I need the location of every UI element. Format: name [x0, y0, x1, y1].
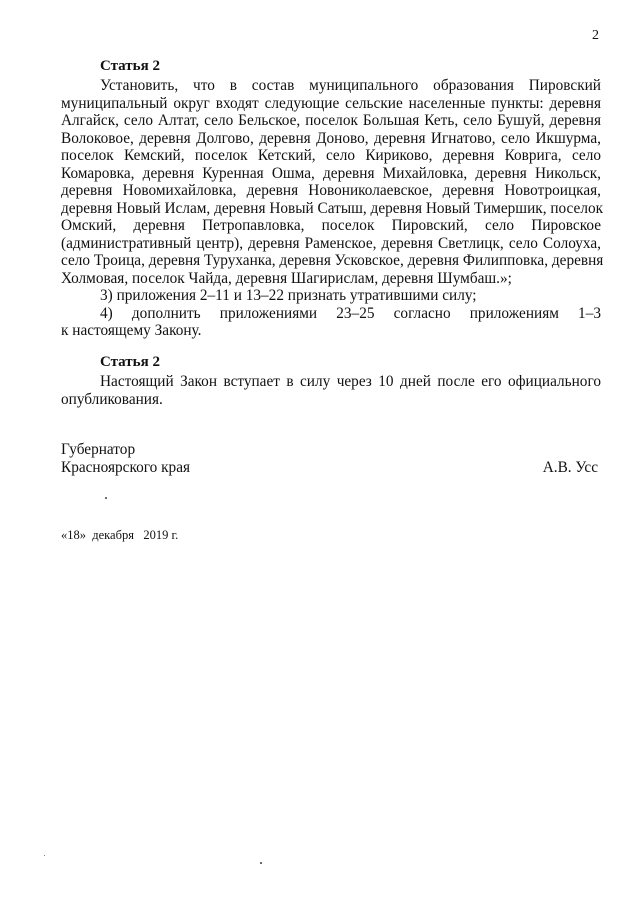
- list-item-3: 3) приложения 2–11 и 13–22 признать утратившими силу;: [100, 287, 477, 304]
- signature-title-line1: Губернатор: [61, 441, 136, 458]
- paragraph-line: Алгайск, село Алтат, село Бельское, поселок Большая Кеть, село Бушуй, деревня: [61, 112, 601, 129]
- page-number: 2: [592, 28, 599, 43]
- paragraph-line: опубликования.: [61, 390, 163, 408]
- paragraph-line: Комаровка, деревня Куренная Ошма, деревня Михайловка, деревня Никольск,: [61, 164, 601, 182]
- paragraph-line: Установить, что в состав муниципального образования Пировский: [100, 77, 601, 94]
- paragraph-line: деревня Новый Ислам, деревня Новый Сатыш, деревня Новый Тимершик, поселок: [61, 199, 604, 217]
- paragraph-line: к настоящему Закону.: [61, 322, 202, 339]
- paragraph-line: село Троица, деревня Туруханка, деревня Усковское, деревня Филипповка, деревня: [61, 252, 604, 269]
- document-date: «18» декабря 2019 г.: [61, 528, 179, 542]
- scan-speck: [260, 862, 262, 864]
- paragraph-line: Настоящий Закон вступает в силу через 10 дней после его официального: [100, 373, 601, 390]
- list-item-4: 4) дополнить приложениями 23–25 согласно приложениям 1–3: [100, 304, 601, 322]
- paragraph-line: поселок Кемский, поселок Кетский, село Кириково, деревня Коврига, село: [61, 147, 601, 164]
- paragraph-line: муниципальный округ входят следующие сельские населенные пункты: деревня: [61, 94, 601, 112]
- article-heading-second: Статья 2: [100, 354, 160, 370]
- signature-title-line2: Красноярского края: [61, 459, 191, 476]
- signature-name: А.В. Усс: [542, 459, 598, 476]
- paragraph-line: Холмовая, поселок Чайда, деревня Шагирислам, деревня Шумбаш.»;: [61, 269, 512, 287]
- scan-speck: [105, 497, 107, 499]
- paragraph-line: Омский, деревня Петропавловка, поселок Пировский, село Пировское: [61, 217, 601, 234]
- paragraph-line: (административный центр), деревня Раменское, деревня Светлицк, село Солоуха,: [61, 234, 601, 252]
- article-heading-first: Статья 2: [100, 58, 160, 74]
- paragraph-line: деревня Новомихайловка, деревня Новониколаевское, деревня Новотроицкая,: [61, 182, 601, 199]
- paragraph-line: Волоковое, деревня Долгово, деревня Доново, деревня Игнатово, село Икшурма,: [61, 129, 601, 147]
- scan-speck: [44, 855, 45, 856]
